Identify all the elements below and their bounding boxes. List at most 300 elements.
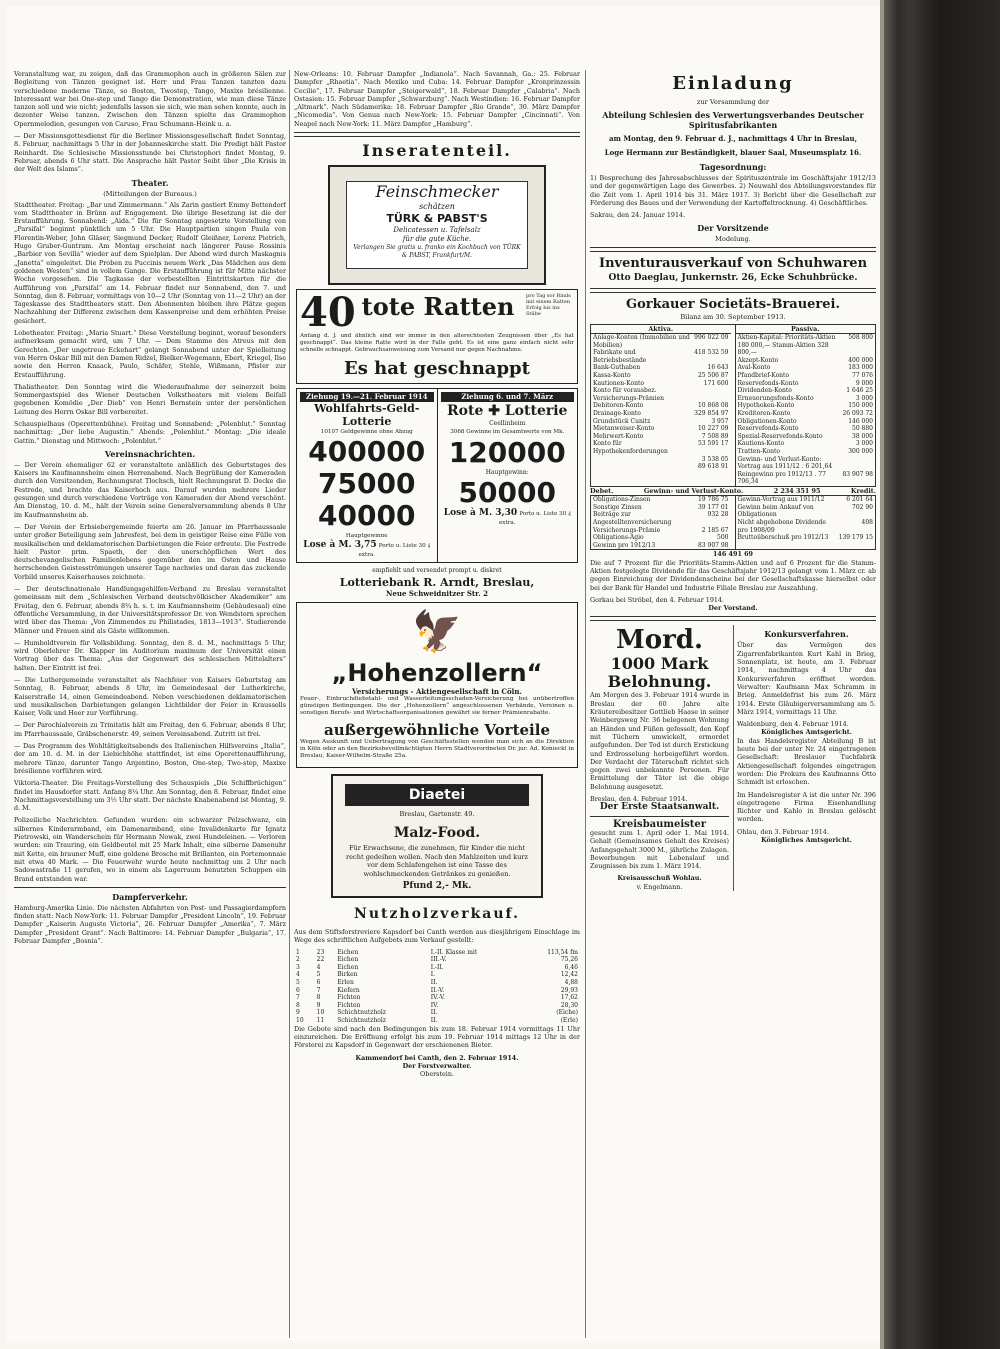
passiva-row-cell: Hypotheken-Konto bbox=[737, 402, 795, 410]
passiva-row-cell: Aktien-Kapital: Prioritäts-Aktien 180 000,— Stamm-Aktien 328 800,— bbox=[737, 334, 836, 357]
nutzholz-row bbox=[294, 964, 580, 972]
nutzholz-row-cell: Kiefern bbox=[337, 986, 360, 994]
column-left bbox=[14, 70, 286, 949]
nutzholz-row-cell: 4 bbox=[296, 971, 300, 979]
kreis-text: gesucht zum 1. April oder 1. Mai 1914. Gehalt (Gemeinsames Gehalt des Kreises) Anfangsgehalt 3000 M., jährliche Zulagen. Bewerbungen mit Lebenslauf und Zeugnissen bis zum 1. März 1914. bbox=[590, 828, 729, 871]
nutzholz-row-cell: 7 bbox=[316, 986, 321, 994]
ad-lottery-right-prize1: 120000 bbox=[448, 435, 566, 469]
passiva-row-cell: Reservefonds-Konto bbox=[737, 425, 799, 433]
ad-diaetei-price: Pfund 2,- Mk. bbox=[402, 881, 472, 892]
aktiva-row bbox=[591, 456, 731, 464]
section-subheading-theater: (Mitteilungen der Bureaus.) bbox=[103, 189, 197, 198]
aktiva-row-cell: Debitoren-Konto bbox=[593, 402, 644, 410]
nutzholz-row-cell: 3 bbox=[296, 963, 300, 971]
nutzholz-row-cell: Birken bbox=[337, 971, 358, 979]
guv-kredit-row bbox=[736, 496, 876, 504]
guv-debet-row bbox=[591, 534, 731, 542]
guv-debet-row bbox=[591, 504, 731, 512]
aktiva-row bbox=[591, 364, 731, 372]
ad-fein-footer: für die gute Küche. bbox=[402, 235, 472, 244]
guv-debet-row bbox=[591, 496, 731, 504]
passiva-row bbox=[736, 334, 876, 357]
inventur-firm: Otto Daeglau, Junkernstr. 26, Ecke Schuhbrücke. bbox=[608, 273, 858, 284]
column-rule bbox=[289, 70, 290, 1338]
nutzholz-row-cell: II. bbox=[430, 1009, 438, 1017]
ad-ratten-side: pro Tag sor Rinds mit einem Ratten Erfolg bis ins Stübe bbox=[526, 293, 571, 318]
ad-fein-brand: TÜRK & PABST'S bbox=[386, 212, 488, 226]
kreis-sign: Kreisausschuß Wohlau. bbox=[617, 874, 702, 883]
aktiva-row-cell: 89 618 91 bbox=[697, 463, 729, 471]
article-nutzholz-footer: Die Gebote sind nach den Bedingungen bis zum 18. Februar 1914 vormittags 11 Uhr einzureichen. Die Eröffnung erfolgt bis zum 19. Februar 1914 mittags 12 Uhr in der Försterei zu Kapsdorf in Gegenwart der erschienenen Bieter. bbox=[294, 1024, 580, 1050]
guv-text: Die auf 7 Prozent für die Prioritäts-Stamm-Aktien und auf 6 Prozent für die Stamm-Aktien festgelegte Dividende für das Geschäftsjahr 1912/13 gelangt vom 1. März cr. ab gegen Einreichung der Dividendenscheine bei der Gesellschaftskasse hierselbst oder bei der Bank für Handel und Industrie Filiale Breslau zur Auszahlung. bbox=[590, 558, 876, 592]
ad-hohenzollern-title: „Hohenzollern“ bbox=[331, 658, 543, 687]
guv-date: Gorkau bei Ströbel, den 4. Februar 1914. bbox=[590, 595, 725, 604]
einladung-org: Abteilung Schlesien des Verwertungsverbandes Deutscher Spiritusfabrikanten bbox=[602, 110, 864, 130]
guv-kredit-row-cell: 408 bbox=[861, 519, 873, 527]
passiva-row-cell: 83 907 98 bbox=[842, 470, 873, 478]
nutzholz-row-cell: I. bbox=[430, 971, 436, 979]
article-polizei: Polizeiliche Nachrichten. Gefunden wurden: ein schwarzer Pelzschwanz, ein silbernes Kinderarmband, ein Damenarmband, eine Invalidenkarte für Ignatz Pietrowski, ein Wanderschein für Hermann Nowak, zwei Hundeleinen. — Verloren wurden: ein Trauring, ein Geldbeutel mit 25 Mark Inhalt, eine silberne Damenuhr mit Kette, ein brauner Muff, eine goldene Brosche mit Brillanten, ein Portemonnaie mit etwa 40 Mark. — Die Feuerwehr wurde heute nachmittag um 2 Uhr nach Sadowastraße 11 gerufen, wo in einem als Lagerraum benutzten Schuppen ein Brand entstanden war. bbox=[14, 816, 286, 883]
konkurs-text: Über das Vermögen des Zigarrenfabrikanten Kurt Kahl in Brieg, Sonnenplatz, ist heute, am 3. Februar 1914, nachmittags 4 Uhr das Konkursverfahren eröffnet worden. Verwalter: Kaufmann Max Schramm in Brieg. Anmeldefrist bis zum 26. März 1914. Erste Gläubigerversammlung am 5. März 1914, vormittags 11 Uhr. bbox=[737, 641, 876, 716]
nutzholz-row-cell: 4 bbox=[316, 963, 321, 971]
ad-diaetei-address: Breslau, Gartenstr. 49. bbox=[399, 810, 475, 819]
nutzholz-row bbox=[294, 987, 580, 995]
guv-kredit-row-cell: 139 179 15 bbox=[838, 534, 873, 542]
nutzholz-row-cell: 75,26 bbox=[560, 956, 578, 964]
passiva-row bbox=[736, 380, 876, 388]
article-verein-62er: — Der Verein ehemaliger 62 er veranstaltete anläßlich des Geburtstages des Kaisers im Kaufmannsheim einen Herrenabend. Nach Begrüßung der Kameraden durch den Vorsitzenden, Rechnungsrat Tlochsch, hielt Rechnungsrat D. Decke die Festrede, und brachte das Kaiserhoch aus. Darauf wurden mehrere Lieder gesungen und durch verschiedene Vorträge von Kameraden der Abend verschönt. Am Dienstag, 10. d. M., hält der Verein seine Generalversammlung abends 8 Uhr im Kaufmannsheim ab. bbox=[14, 460, 286, 519]
passiva-row-cell: Kreditoren-Konto bbox=[737, 410, 791, 418]
bilanz-total: 2 234 351 95 bbox=[773, 486, 821, 495]
aktiva-row-cell: 329 854 97 bbox=[694, 410, 729, 418]
nutzholz-row-cell: 10 bbox=[316, 1009, 325, 1017]
guv-kredit-row-cell: 6 201 64 bbox=[846, 496, 873, 504]
guv-debet-row-cell: Obligations-Agio bbox=[593, 534, 644, 542]
ad-lottery-left bbox=[297, 389, 437, 562]
einladung-datum: Sakrau, den 24. Januar 1914. bbox=[590, 211, 686, 220]
guv-debet-row bbox=[591, 542, 731, 550]
passiva-row-cell bbox=[840, 456, 875, 471]
guv-kredit-row bbox=[736, 519, 876, 534]
nutzholz-row-cell: 8 bbox=[296, 1001, 300, 1009]
passiva-row-cell: 400 000 bbox=[848, 356, 873, 364]
passiva-row bbox=[736, 471, 876, 486]
section-heading-inserate: Inseratenteil. bbox=[362, 141, 512, 161]
nutzholz-row bbox=[294, 1017, 580, 1025]
einladung-sub: zur Versammlung der bbox=[696, 98, 770, 106]
column-right bbox=[590, 70, 876, 891]
article-dampfer-cont: New-Orleans: 10. Februar Dampfer „Indianola“. Nach Savannah, Ga.: 25. Februar Dampfer „Rhaetia“. Nach Mexiko und Cuba: 14. Februar Dampfer „Kronprinzessin Cecilie“, 17. Februar Dampfer „Steigerwald“, 18. Februar Dampfer „Calabria“. Nach Ostasien: 15. Februar Dampfer „Schwarzburg“. Nach Westindien: 16. Februar Dampfer „Altmark“. Nach Südamerika: 18. Februar Dampfer „Rio Grande“, 30. März Dampfer „Nicomedia“. Von Genua nach New-York: 15. Februar Dampfer „Cincinnati“. Von Neapel nach New-York: 11. März Dampfer „Hamburg“. bbox=[294, 70, 580, 128]
nutzholz-row-cell: IV. bbox=[430, 1001, 439, 1009]
article-stadttheater: Stadttheater. Freitag: „Bar und Zimmermann.“ Als Zarin gastiert Emmy Bettendorf vom Stadttheater in Brünn auf Engagement. Die übrige Besetzung ist die der Erstaufführung. Sonnabend: „Aida.“ Die für Sonntag angesetzte Vorstellung von „Parsifal“ beginnt pünktlich um 5 Uhr. Die Hauptpartien singen Paula von Florentin-Weber, John Gläser, Siegmund Decker, Rudolf Gleißner, Lorenz Pietrich, Hugo Gruber-Guntram. Am Montag erscheint nach längerer Pause Rossinis „Barbier von Sevilla“ wieder auf dem Spielplan. Der Abend wird durch Maskagnis „Janetta“ eingeleitet. Die Proben zu Puccinis neuem Werk „Das Mädchen aus dem goldenen Westen“ sind in vollem Gange. Die Erstaufführung ist für Mitte nächster Woche vorgesehen. Die Tagkasse der vorbestellten Eintrittskarten für die Aufführung von „Parsifal“ am 14. Februar findet nur Sonnabend, den 7. und Sonntag, den 8. Februar, vormittags von 10—2 Uhr (Sonntag von 11—2 Uhr) an der Tageskasse des Stadttheaters statt. Den Abonnenten bleiben ihre Plätze gegen Nachzahlung der Differenz zwischen dem Kassenpreise und dem erhöhten Preise gesichert. bbox=[14, 200, 286, 325]
nutzholz-row-cell: 6 bbox=[316, 979, 321, 987]
passiva-row-cell: 3 000 bbox=[855, 440, 873, 448]
ad-fein-title: Feinschmecker bbox=[375, 182, 499, 202]
aktiva-row-cell: Kautionen-Konto bbox=[593, 379, 644, 387]
einladung-tagesordnung: Tagesordnung: bbox=[699, 162, 767, 172]
passiva-row-cell: Dividenden-Konto bbox=[737, 387, 792, 395]
ad-lottery-left-prize2: 75000 bbox=[318, 467, 416, 501]
passiva-row-cell: 300 000 bbox=[848, 447, 873, 455]
bilanz-debet-label: Debet. bbox=[590, 486, 614, 495]
ad-ratten-title: tote Ratten bbox=[361, 293, 515, 322]
ad-lottery-left-date: Ziehung 19.—21. Februar 1914 bbox=[300, 392, 434, 402]
divider bbox=[294, 132, 580, 137]
nutzholz-row-cell: 6,46 bbox=[564, 963, 578, 971]
passiva-row-cell: Reservefonds-Konto bbox=[737, 379, 799, 387]
ad-hohenzollern bbox=[296, 602, 578, 768]
ad-lottery-right-title: Rote ✚ Lotterie bbox=[447, 403, 568, 420]
bottom-left bbox=[590, 625, 729, 891]
passiva-row-cell: 1 646 25 bbox=[846, 387, 873, 395]
ad-lottery-right-price: Lose à M. 3,30 bbox=[443, 507, 518, 518]
ad-lottery-right-date: Ziehung 6. und 7. März bbox=[441, 392, 575, 402]
guv-debet-row-cell: 19 786 75 bbox=[697, 496, 729, 504]
aktiva-row-cell: 3 957 bbox=[711, 417, 729, 425]
article-lobetheater: Lobetheater. Freitag: „Maria Stuart.“ Diese Vorstellung beginnt, worauf besonders aufmerksam gemacht wird, um 7 Uhr. — Dem Stamme des Atreus mit den Gerechten. „Der ungetreue Eckehart“ gelangt Sonnabend unter der Spielleitung von Herrn Oskar Bill mit den Damen Ridzel, Bielker-Wegemann, Ebert, Kriegel, Ilse sowie den Herren Knaack, Paulo, Schäfer, Stehle, Wißmann, Pfister zur Erstaufführung. bbox=[14, 329, 286, 379]
passiva-row-cell: Gewinn- und Verlust-Konto: Vortrag aus 1911/12 . 6 201,64 bbox=[737, 455, 833, 471]
passiva-row-cell: 38 000 bbox=[852, 432, 873, 440]
aktiva-row-cell: Konto für vorausbez. Versicherungs-Prämien bbox=[593, 387, 665, 402]
guv-debet-row bbox=[591, 511, 731, 526]
kreis-title: Kreisbaumeister bbox=[612, 818, 707, 830]
guv-kredit-row-cell: Gewinn beim Ankauf von Obligationen bbox=[737, 503, 814, 519]
passiva-row bbox=[736, 402, 876, 410]
ad-lottery-firm: Lotteriebank R. Arndt, Breslau, bbox=[339, 575, 535, 589]
ad-diaetei bbox=[331, 774, 543, 898]
section-heading-vereine: Vereinsnachrichten. bbox=[104, 448, 196, 459]
section-heading-nutzholz: Nutzholzverkauf. bbox=[354, 906, 520, 923]
mord-title: Mord. bbox=[615, 625, 704, 656]
passiva-row-cell: 183 000 bbox=[848, 364, 873, 372]
aktiva-row-cell: 10 227 09 bbox=[697, 425, 729, 433]
guv-kredit-row-cell: Nicht abgehobene Dividende pro 1908/09 bbox=[737, 519, 826, 534]
aktiva-row bbox=[591, 372, 731, 380]
bottom-right bbox=[733, 625, 876, 891]
aktiva-row-cell: 53 591 17 bbox=[697, 440, 729, 448]
column-rule bbox=[585, 70, 586, 1338]
passiva-row-cell: Aval-Konto bbox=[737, 364, 771, 372]
nutzholz-row-cell: 9 bbox=[316, 1001, 321, 1009]
aktiva-row-cell: 3 538 05 bbox=[701, 455, 729, 463]
ad-ratten bbox=[296, 289, 578, 384]
handels-text: In das Handelsregister Abteilung B ist heute bei der unter Nr. 24 eingetragenen Gesellschaft: Breslauer Tuchfabrik Aktiengesellschaft folgendes eingetragen worden: Die Prokura des Kaufmanns Otto Schmidt ist erloschen. bbox=[737, 736, 876, 787]
article-trinitatis: — Der Parochialverein zu Trinitatis hält am Freitag, den 6. Februar, abends 8 Uhr, im Pfarrhaussaale, Gräbschenerstr. 49, seinen Vereinsabend. Zutritt ist frei. bbox=[14, 721, 286, 738]
aktiva-row bbox=[591, 440, 731, 455]
nutzholz-row-cell: III.-V. bbox=[430, 956, 447, 964]
handels-sign: Königliches Amtsgericht. bbox=[761, 836, 852, 845]
passiva-row-cell: Spezial-Reservefonds-Konto bbox=[737, 432, 823, 440]
nutzholz-row-cell: 10 bbox=[296, 1017, 304, 1025]
article-verband: — Der deutschnationale Handlungsgehilfen-Verband zu Breslau veranstaltet gemeinsam mit dem „Schlesischen Verband deutschvölkischer Akademiker“ am Freitag, den 6. Februar, abends 8¾ h. s. t. im Kaufmannsheim (Gebäudesaal) eine öffentliche Versammlung, in der Universitätsprofessor Dr. von Wendstern sprechen wird über das Thema: „Von Zimmendes zu Philistades, 1813—1913“. Studierende Männer und Frauen sind als Gäste willkommen. bbox=[14, 585, 286, 635]
article-italia: — Das Programm des Wohltätigkeitsabends des Italienischen Hilfsvereins „Italia“, der am 10. d. M. in der Liebichhöhe stattfindet, ist eine Operettenaufführung, mehrere Tänze, darunter Tango Argentino, Boston, One-step, Two-step, Maxixe brésilienne vorführen wird. bbox=[14, 742, 286, 775]
inventur-title: Inventurausverkauf von Schuhwaren bbox=[598, 256, 868, 272]
nutzholz-row-cell: 12,42 bbox=[560, 971, 578, 979]
passiva-row-cell: Kautions-Konto bbox=[737, 440, 785, 448]
nutzholz-table bbox=[294, 949, 580, 1025]
guv-debet-row-cell: Versicherungs-Prämie bbox=[593, 526, 661, 534]
bilanz-aktiva bbox=[591, 325, 731, 486]
aktiva-row bbox=[591, 418, 731, 426]
nutzholz-row-cell: 22 bbox=[316, 956, 325, 964]
article-thaliatheater: Thaliatheater. Den Sonntag wird die Wiederaufnahme der seinerzeit beim Sommergastspiel des Wiener Deutschen Volkstheaters mit vielem Beifall gegebenen Komödie „Der Dieb“ von Henri Bernstein unter der persönlichen Leitung des Herrn Oskar Bill vorbereitet. bbox=[14, 382, 286, 416]
nutzholz-sign: Der Forstverwalter. bbox=[402, 1061, 472, 1070]
ad-lottery-left-prize3: 40000 bbox=[318, 499, 416, 533]
passiva-row bbox=[736, 364, 876, 372]
passiva-row bbox=[736, 440, 876, 448]
aktiva-row-cell: Kassa-Konto bbox=[593, 372, 631, 380]
aktiva-row-cell: Mehrwert-Konto bbox=[593, 432, 644, 440]
nutzholz-row-cell: 29,93 bbox=[560, 986, 578, 994]
article-dampfer: Hamburg-Amerika Linie. Die nächsten Abfahrten von Post- und Passagierdampfern finden statt: Nach New-York: 11. Februar Dampfer „President Lincoln“, 19. Februar Dampfer „Kaiserin Auguste Victoria“, 26. Februar Dampfer „Amerika“, 7. März Dampfer „President Grant“. Nach Baltimore: 14. Februar Dampfer „Bulgaria“, 17. Februar Dampfer „Bosnia“. bbox=[14, 903, 286, 946]
aktiva-row-cell: Fabrikate und Betriebsbestände bbox=[593, 349, 647, 364]
nutzholz-row-cell: Fichten bbox=[337, 994, 361, 1002]
guv-debet-row-cell: Sonstige Zinsen bbox=[593, 503, 642, 511]
guv-table bbox=[590, 495, 876, 550]
article-schauspielhaus: Schauspielhaus (Operettenbühne). Freitag und Sonnabend: „Polenblut.“ Sonntag nachmittag: „Der liebe Augustin.“ Abends: „Polenblut.“ Montag: „Die ideale Gattin.“ Dienstag und Mittwoch: „Polenblut.“ bbox=[14, 419, 286, 445]
passiva-row-cell: Obligationen-Konto bbox=[737, 417, 797, 425]
nutzholz-row bbox=[294, 979, 580, 987]
article-nutzholz: Aus dem Stiftsforstreviere Kapsdorf bei Canth werden aus diesjährigem Einschlage im Wege des schriftlichen Aufgebots zum Verkauf gestellt: bbox=[294, 928, 580, 945]
aktiva-row-cell: 25 506 87 bbox=[697, 372, 729, 380]
guv-debet-row-cell: 932 28 bbox=[707, 511, 729, 519]
nutzholz-row-cell: 2 bbox=[296, 956, 300, 964]
guv-debet-row-cell: Beiträge zur Angestelltenversicherung bbox=[593, 511, 672, 527]
passiva-row-cell: 508 800 bbox=[848, 334, 873, 342]
nutzholz-row-cell: IV.-V. bbox=[430, 994, 446, 1002]
bilanz-total-row bbox=[590, 487, 876, 495]
ad-lottery-right bbox=[437, 389, 578, 562]
nutzholz-row-cell: 17,62 bbox=[560, 994, 578, 1002]
gorkau-title: Gorkauer Societäts-Brauerei. bbox=[625, 297, 841, 313]
divider bbox=[590, 616, 876, 621]
column-middle bbox=[294, 70, 580, 1078]
aktiva-row-cell bbox=[692, 387, 730, 402]
mord-date: Breslau, den 4. Februar 1914. bbox=[590, 795, 688, 804]
passiva-row bbox=[736, 418, 876, 426]
mord-reward: 1000 Mark Belohnung. bbox=[607, 654, 712, 692]
guv-debet-row-cell: 83 907 98 bbox=[697, 541, 729, 549]
einladung-title: Einladung bbox=[672, 73, 794, 94]
einladung-place: Loge Hermann zur Beständigkeit, blauer Saal, Museumsplatz 16. bbox=[604, 148, 862, 157]
newspaper-page bbox=[6, 6, 880, 1343]
nutzholz-row-cell: 4,88 bbox=[564, 979, 578, 987]
ad-hohenzollern-text: Feuer-, Einbruchdiebstahl- und Wasserleitungsschaden-Versicherung bei unübertroffen günstigen Bedingungen. Die der „Hohenzollern“ angeschlossenen Verbände, Vereinen u. sonstigen Berufs- und Wirtschaftsorganisationen gewährt sie ferner Prämienrabatte. bbox=[300, 696, 574, 717]
passiva-row-cell: 26 093 72 bbox=[842, 410, 873, 418]
nutzholz-row bbox=[294, 949, 580, 957]
passiva-row-cell: Akzept-Konto bbox=[737, 356, 779, 364]
passiva-row-cell: Pfandbrief-Konto bbox=[737, 372, 790, 380]
ad-lottery-right-sub: Ceellinheim bbox=[489, 420, 526, 428]
ad-lottery-right-side: Hauptgewinn: bbox=[485, 468, 529, 476]
nutzholz-row bbox=[294, 1009, 580, 1017]
nutzholz-row-cell: 113,54 fm bbox=[547, 948, 578, 956]
passiva-row-cell: Tratten-Konto bbox=[737, 447, 781, 455]
aktiva-row bbox=[591, 433, 731, 441]
guv-total: 146 491 69 bbox=[712, 550, 754, 559]
nutzholz-row-cell: Eichen bbox=[337, 956, 359, 964]
aktiva-row-cell: Anlage-Konten (Immobilien und Mobilien) bbox=[593, 334, 690, 349]
guv-debet-row-cell: Gewinn pro 1912/13 bbox=[593, 541, 656, 549]
einladung-sign: Der Vorsitzende bbox=[697, 223, 769, 234]
guv-debet-row bbox=[591, 527, 731, 535]
nutzholz-row-cell: 5 bbox=[316, 971, 321, 979]
nutzholz-row-cell: Fichten bbox=[337, 1001, 361, 1009]
article-viktoria-theater: Viktoria-Theater. Die Freitags-Vorstellung des Schauspiels „Die Schiffbrüchigen“ findet im Hausdorfer statt. Anfang 8¼ Uhr. Am Sonntag, den 8. Februar, findet eine Nachmittagsvorstellung um 3½ Uhr statt. Der nächste Knabenabend ist Montag, 9. d. M. bbox=[14, 779, 286, 813]
article-verein-gemeinde: — Der Verein der Erbsiebergemeinde feierte am 26. Januar im Pfarrhaussaale unter großer Beteiligung sein Jahresfest, bei dem in geistiger Reise eine Fülle von musikalischen und deklamatorischen Darbietungen die Feier erfreute. Die Festrede hielt Pastor prim. Spaeth, der den unerschöpflichen Wert des deutschevangelischen Familienlebens gegenüber den im Osten und Hause herrschenden Geistesströmungen unserer Tage nachwies und daran das zuckende Vorbild unseres Kaiserhauses zeichnete. bbox=[14, 522, 286, 581]
nutzholz-row-cell: 6 bbox=[296, 986, 300, 994]
ad-ratten-text: Anfang d. J. und ähnlich sind wir immer in den allerechtesten Zeugnissen über „Es hat geschnappt“. Das kleine Ratte wird in der Falle geht. Es ist eine ganz einfach nicht sehr schnelle schnappt. Gebrauchsanweisung zum Versand nur gegen Nachnahme. bbox=[300, 333, 574, 354]
guv-kredit-row bbox=[736, 534, 876, 542]
einladung-date: am Montag, den 9. Februar d. J., nachmittags 4 Uhr in Breslau, bbox=[608, 134, 858, 143]
ad-hohenzollern-big: außergewöhnliche Vorteile bbox=[323, 721, 550, 740]
ad-lottery-left-price: Lose à M. 3,75 bbox=[303, 539, 377, 550]
article-luthergemeinde: — Die Luthergemeinde veranstaltet als Nachfeier von Kaisers Geburtstag am Sonntag, 8. Februar, abends 8 Uhr, im Gemeindesaal der Lutherkirche, Kaiserstraße 14, einen Gemeindeabend. Neben verschiedenen deklamatorischen und musikalischen Darbietungen gelangen Lichtbilder der Feier in Kraussells Kaiser, Volk und Heer zur Vorführung. bbox=[14, 676, 286, 718]
nutzholz-row-cell: 11 bbox=[316, 1017, 325, 1025]
handels-text2: Im Handelsregister A ist die unter Nr. 396 eingetragene Firma Eisenhandlung Richter und Kahlo in Breslau gelöscht worden. bbox=[737, 790, 876, 824]
guv-kredit-row bbox=[736, 504, 876, 519]
ad-lottery-left-side: Hauptgewinne bbox=[345, 533, 388, 540]
mord-text: Am Morgen des 3. Februar 1914 wurde in Breslau der 60 Jahre alte Kräutereibesitzer Gottlieb Haase in seiner Weinbergsweg Nr. 36 belegenen Wohnung an Händen und Füßen gefesselt, den Kopf mit Tüchern umwickelt, ermordet aufgefunden. Der Tod ist durch Erstickung und Erdrosselung herbeigeführt worden. Der Verdacht der Täterschaft richtet sich gegen zwei unbekannte Personen. Für Ermittelung der Täter ist die obige Belohnung ausgesetzt. bbox=[590, 691, 729, 791]
guv-kredit-row-cell: Bruttoüberschuß pro 1912/13 bbox=[737, 534, 829, 542]
passiva-row-cell: 150 000 bbox=[848, 402, 873, 410]
aktiva-row bbox=[591, 387, 731, 402]
aktiva-row-cell: 7 508 89 bbox=[701, 432, 729, 440]
einladung-items: 1) Besprechung des Jahresabschlusses der Spirituszentrale im Geschäftsjahr 1912/13 und der gegenwärtigen Lage des Gewerbes. 2) Neuwahl des Abteilungsvorstandes für die Zeit vom 1. April 1914 bis 31. März 1917. 3) Bericht über die Gesellschaft zur Förderung des Baues und der Verwendung der Kartoffeltrocknung. 4) Geschäftliches. bbox=[590, 174, 876, 207]
ad-lottery-left-sub: 10107 Geldgewinne ohne Abzug bbox=[320, 429, 413, 436]
aktiva-row-cell: 171 600 bbox=[703, 379, 729, 387]
article-mission: — Der Missionsgottesdienst für die Berliner Missionsgesellschaft findet Sonntag, 8. Februar, nachmittags 5 Uhr in der Johanneskirche statt. Die Predigt hält Pastor Reinhardt. Die Schlesische Missionsstunde bei Christophori findet Montag, 9. Februar, abends 6 Uhr statt. Die Ansprache hält Pastor Seibt über „Die Krisis in der Welt des Islams“. bbox=[14, 132, 286, 174]
aktiva-row-cell: Drainage-Konto bbox=[593, 410, 641, 418]
nutzholz-row-cell: 7 bbox=[296, 994, 300, 1002]
ad-lottery-left-porto: Porto u. Liste 30 ₰ extra. bbox=[358, 542, 431, 558]
aktiva-row bbox=[591, 380, 731, 388]
guv-debet-row-cell: Obligations-Zinsen bbox=[593, 496, 651, 504]
divider bbox=[590, 247, 876, 252]
nutzholz-row-cell: Schichtnutzholz bbox=[337, 1017, 386, 1025]
nutzholz-row-cell: 1 bbox=[296, 948, 300, 956]
ad-ratten-slogan: Es hat geschnappt bbox=[344, 358, 530, 380]
bilanz-guv-head: Gewinn- und Verlust-Konto. bbox=[643, 486, 744, 495]
guv-debet-row-cell: 39 177 01 bbox=[697, 503, 729, 511]
konkurs-date: Waldenburg, den 4. Februar 1914. bbox=[737, 720, 849, 729]
section-heading-dampfer: Dampferverkehr. bbox=[112, 891, 188, 902]
passiva-row bbox=[736, 448, 876, 456]
nutzholz-row-cell: Erlen bbox=[337, 979, 354, 987]
ad-lottery-right-prize2: 50000 bbox=[458, 475, 556, 509]
ad-lottery-right-porto: Porto u. Liste 30 ₰ extra. bbox=[499, 510, 571, 527]
nutzholz-row-cell: II.-V. bbox=[430, 986, 445, 994]
guv-kredit-row-cell: 702 90 bbox=[852, 503, 873, 511]
passiva-row-cell: 3 000 bbox=[855, 394, 873, 402]
ad-ratten-number: 40 bbox=[300, 293, 356, 334]
ad-feinschmecker bbox=[328, 165, 546, 285]
passiva-row bbox=[736, 357, 876, 365]
einladung-sign2: Modelung. bbox=[715, 235, 751, 244]
ad-lottery-left-title: Wohlfahrts-Geld-Lotterie bbox=[314, 402, 420, 429]
aktiva-row-cell: 10 868 08 bbox=[697, 402, 729, 410]
passiva-row bbox=[736, 456, 876, 471]
passiva-row-cell: 9 000 bbox=[855, 379, 873, 387]
passiva-row bbox=[736, 410, 876, 418]
nutzholz-sign2: Oberstein. bbox=[420, 1070, 454, 1079]
ad-fein-order: Verlangen Sie gratis u. franko ein Kochbuch von TÜRK & PABST, Frankfurt/M. bbox=[353, 244, 521, 260]
aktiva-row bbox=[591, 463, 731, 471]
ad-diaetei-name: Diaetei bbox=[345, 784, 529, 806]
aktiva-row-cell: Bank-Guthaben bbox=[593, 364, 641, 372]
nutzholz-date: Kammendorf bei Canth, den 2. Februar 1914. bbox=[355, 1053, 519, 1062]
nutzholz-row-cell: 28,30 bbox=[560, 1001, 578, 1009]
passiva-row bbox=[736, 387, 876, 395]
nutzholz-row bbox=[294, 956, 580, 964]
aktiva-row-cell: Konto für Hypothekenforderungen bbox=[593, 440, 668, 455]
passiva-row bbox=[736, 425, 876, 433]
aktiva-row-cell: 996 022 09 bbox=[694, 334, 729, 342]
aktiva-row-cell: Grundstück Cunitz bbox=[593, 417, 651, 425]
nutzholz-row-cell: Eichen bbox=[337, 948, 359, 956]
aktiva-row bbox=[591, 425, 731, 433]
eagle-icon: 🦅 bbox=[412, 608, 462, 655]
aktiva-row bbox=[591, 349, 731, 364]
divider bbox=[590, 816, 729, 817]
nutzholz-row-cell: II. bbox=[430, 979, 438, 987]
konkurs-title: Konkursverfahren. bbox=[764, 629, 849, 640]
ad-diaetei-text: Für Erwachsene, die zunehmen, für Kinder die nicht recht gedeihen wollen. Nach den Mahlzeiten und kurz vor dem Schlafengehen ist eine Tasse des wohlschmeckenden Getränkes zu genießen. bbox=[345, 844, 529, 878]
nutzholz-row bbox=[294, 971, 580, 979]
passiva-row-cell: 77 076 bbox=[852, 372, 873, 380]
aktiva-row-cell: 16 643 bbox=[707, 364, 729, 372]
passiva-row-cell: Erneuerungsfonds-Konto bbox=[737, 394, 814, 402]
ad-fein-products: Delicatessen u. Tafelsalz bbox=[393, 226, 481, 235]
bilanz-passiva-head: Passiva. bbox=[736, 325, 876, 334]
ad-lottery bbox=[296, 388, 578, 563]
aktiva-row-cell: Mietanweiser-Konto bbox=[593, 425, 655, 433]
aktiva-row bbox=[591, 334, 731, 349]
nutzholz-row-cell: Eichen bbox=[337, 963, 359, 971]
guv-sign: Der Vorstand. bbox=[708, 604, 758, 613]
nutzholz-row-cell: II. bbox=[430, 1017, 438, 1025]
nutzholz-row-cell: (Erle) bbox=[560, 1017, 578, 1025]
nutzholz-row-cell: 8 bbox=[316, 994, 321, 1002]
passiva-row bbox=[736, 372, 876, 380]
bilanz-kredit-label: Kredit. bbox=[850, 486, 876, 495]
mord-sign: Der Erste Staatsanwalt. bbox=[599, 802, 720, 813]
passiva-row bbox=[736, 433, 876, 441]
bilanz-table bbox=[590, 324, 876, 487]
guv-kredit-row-cell: Gewinn-Vortrag aus 1911/12 bbox=[737, 496, 825, 504]
book-spine bbox=[880, 0, 1000, 1349]
konkurs-sign: Königliches Amtsgericht. bbox=[761, 728, 852, 737]
section-heading-theater: Theater. bbox=[131, 177, 169, 188]
passiva-row-cell: 50 880 bbox=[852, 425, 873, 433]
guv-debet-row-cell: 2 185 67 bbox=[701, 526, 729, 534]
aktiva-row-cell bbox=[591, 463, 692, 471]
nutzholz-row-cell: I.-II. Klasse mit bbox=[430, 948, 478, 956]
nutzholz-row-cell: 23 bbox=[316, 948, 325, 956]
bottom-two-columns bbox=[590, 625, 876, 891]
nutzholz-row-cell: 9 bbox=[296, 1009, 300, 1017]
ad-lottery-address: Neue Schweidnitzer Str. 2 bbox=[386, 588, 488, 598]
article-grammophon: Veranstaltung war, zu zeigen, daß das Grammophon auch in größeren Sälen zur Begleitung von Tänzen geeignet ist. Herr und Frau Tanzen tanzten dazu verschiedene moderne Tänze, so Boston, Twostep, Tango, Maxixe brésilienne. Interessant war bei One-step und Tango die Demonstration, wie man diese Tänze tanzen soll und wie nicht; jedenfalls lassen sie sich, wie man sehen konnte, auch in dezenter Weise tanzen. Zwischen den Tänzen spielte das Grammophon Opernmelodien, gesungen von Caruso, Frau Schumann-Heink u. a. bbox=[14, 70, 286, 128]
aktiva-row bbox=[591, 402, 731, 410]
aktiva-row-cell bbox=[591, 456, 692, 464]
guv-debet-row-cell: 500 bbox=[717, 534, 729, 542]
ad-lottery-footer: empfiehlt und versendet prompt u. diskret bbox=[372, 567, 502, 575]
aktiva-row-cell: 418 532 59 bbox=[694, 349, 729, 357]
aktiva-row bbox=[591, 410, 731, 418]
kreis-sign2: v. Engelmann. bbox=[636, 882, 683, 891]
passiva-row-cell: Reingewinn pro 1912/13 . 77 706,34 bbox=[737, 470, 826, 486]
